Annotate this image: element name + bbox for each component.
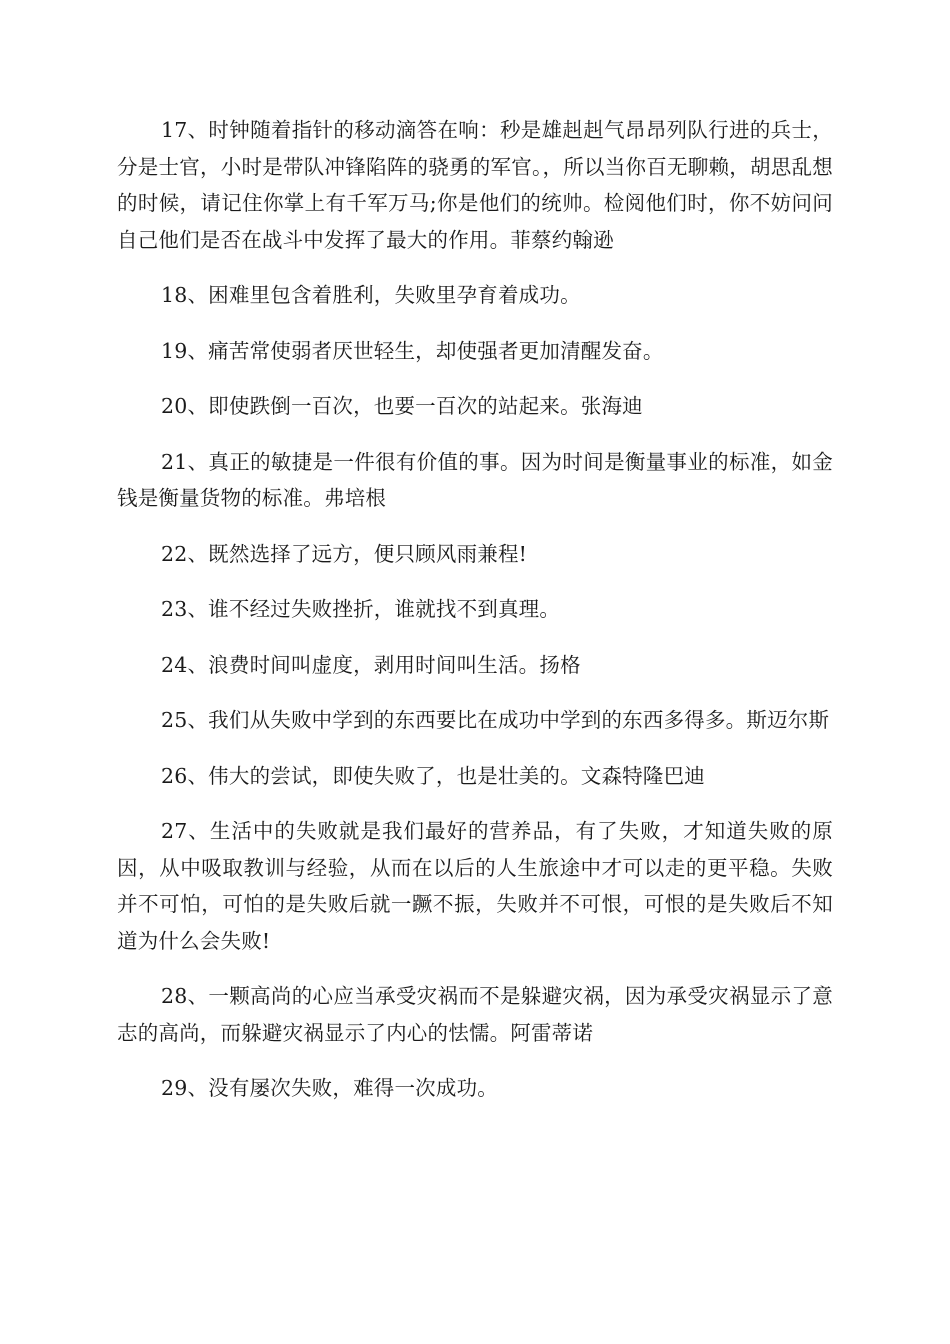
quote-paragraph-23: 23、谁不经过失败挫折，谁就找不到真理。 <box>161 597 561 621</box>
quote-paragraph-19: 19、痛苦常使弱者厌世轻生，却使强者更加清醒发奋。 <box>161 338 664 363</box>
quote-paragraph-27: 27、生活中的失败就是我们最好的营养品，有了失败，才知道失败的原因，从中吸取教训与经验，从而在以后的人生旅途中才可以走的更平稳。失败并不可怕，可怕的是失败后就一蹶不振，失败并不可恨，可恨的是失败后不知道为什么会失败! <box>117 819 833 953</box>
quote-paragraph-22: 22、既然选择了远方，便只顾风雨兼程! <box>161 541 528 566</box>
quote-paragraph-18: 18、困难里包含着胜利，失败里孕育着成功。 <box>161 283 581 307</box>
quote-paragraph-25: 25、我们从失败中学到的东西要比在成功中学到的东西多得多。斯迈尔斯 <box>161 708 830 732</box>
document-body <box>117 112 833 1126</box>
quote-paragraph-20: 20、即使跌倒一百次，也要一百次的站起来。张海迪 <box>161 394 643 418</box>
quote-paragraph-28: 28、一颗高尚的心应当承受灾祸而不是躲避灾祸，因为承受灾祸显示了意志的高尚，而躲避灾祸显示了内心的怯懦。阿雷蒂诺 <box>117 984 833 1045</box>
quote-paragraph-29: 29、没有屡次失败，难得一次成功。 <box>161 1076 498 1100</box>
quote-paragraph-21: 21、真正的敏捷是一件很有价值的事。因为时间是衡量事业的标准，如金钱是衡量货物的标准。弗培根 <box>117 449 833 510</box>
quote-paragraph-26: 26、伟大的尝试，即使失败了，也是壮美的。文森特隆巴迪 <box>161 763 705 788</box>
quote-paragraph-17: 17、时钟随着指针的移动滴答在响：秒是雄赳赳气昂昂列队行进的兵士，分是士官，小时是带队冲锋陷阵的骁勇的军官。，所以当你百无聊赖，胡思乱想的时候，请记住你掌上有千军万马;你是他们的统帅。检阅他们时，你不妨问问自己他们是否在战斗中发挥了最大的作用。菲蔡约翰逊 <box>117 118 833 252</box>
quote-paragraph-24: 24、浪费时间叫虚度，剥用时间叫生活。扬格 <box>161 652 581 677</box>
